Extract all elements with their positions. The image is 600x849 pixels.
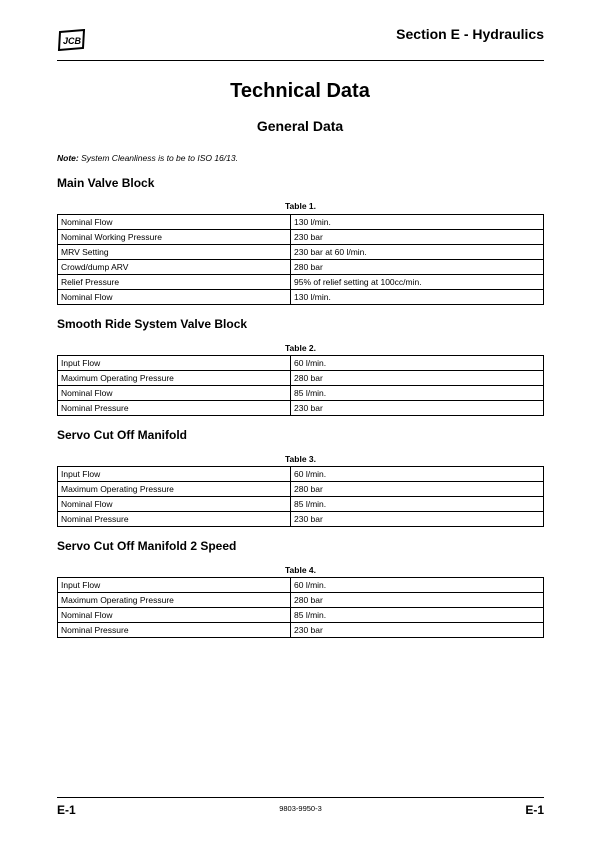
table-servo-cut-off-2-speed [57,577,544,638]
document-number: 9803-9950-3 [279,804,322,813]
param-value: 130 l/min. [291,290,544,305]
param-value: 280 bar [291,482,544,497]
table-row [58,386,544,401]
table-row [58,230,544,245]
table-row [58,608,544,623]
param-value: 85 l/min. [291,608,544,623]
table-row [58,401,544,416]
page-footer [57,797,544,822]
param-name: Nominal Flow [58,386,291,401]
param-value: 230 bar [291,623,544,638]
table-row [58,497,544,512]
table-row [58,623,544,638]
note-text: System Cleanliness is to be to ISO 16/13. [81,153,238,163]
table-row [58,215,544,230]
page-subtitle: General Data [256,118,344,134]
table-caption-2: Table 2. [284,343,317,353]
param-name: Maximum Operating Pressure [58,482,291,497]
table-row [58,371,544,386]
table-main-valve-block [57,214,544,305]
param-value: 230 bar [291,230,544,245]
page-title: Technical Data [230,80,370,102]
param-name: MRV Setting [58,245,291,260]
table-servo-cut-off [57,466,544,527]
table-row [58,290,544,305]
param-name: Nominal Flow [58,608,291,623]
param-name: Input Flow [58,356,291,371]
section-heading-servo-cut-off: Servo Cut Off Manifold [57,428,187,442]
page-number-left: E-1 [57,803,76,817]
param-name: Nominal Working Pressure [58,230,291,245]
param-name: Nominal Flow [58,290,291,305]
table-caption-4: Table 4. [284,565,317,575]
note [57,153,238,163]
param-name: Nominal Pressure [58,401,291,416]
param-name: Nominal Pressure [58,512,291,527]
param-value: 230 bar [291,512,544,527]
table-row [58,512,544,527]
table-caption-3: Table 3. [284,454,317,464]
param-value: 280 bar [291,260,544,275]
note-label: Note: [57,153,79,163]
section-heading-servo-cut-off-2-speed: Servo Cut Off Manifold 2 Speed [57,539,237,553]
table-row [58,275,544,290]
param-name: Maximum Operating Pressure [58,371,291,386]
section-title: Section E - Hydraulics [396,26,544,42]
param-value: 230 bar [291,401,544,416]
param-name: Input Flow [58,467,291,482]
table-caption-1: Table 1. [284,201,317,211]
table-row [58,578,544,593]
table-row [58,593,544,608]
param-value: 95% of relief setting at 100cc/min. [291,275,544,290]
param-name: Relief Pressure [58,275,291,290]
param-value: 60 l/min. [291,356,544,371]
section-heading-smooth-ride: Smooth Ride System Valve Block [57,317,248,331]
page-header [57,22,544,61]
param-name: Input Flow [58,578,291,593]
param-value: 85 l/min. [291,386,544,401]
table-row [58,467,544,482]
table-row [58,260,544,275]
param-value: 280 bar [291,371,544,386]
logo-text: JCB [62,36,82,46]
jcb-logo [57,29,87,51]
table-row [58,245,544,260]
param-value: 130 l/min. [291,215,544,230]
param-name: Nominal Flow [58,497,291,512]
page-number-right: E-1 [525,803,544,817]
param-value: 60 l/min. [291,467,544,482]
param-name: Nominal Flow [58,215,291,230]
section-heading-main-valve-block: Main Valve Block [57,176,155,190]
param-name: Nominal Pressure [58,623,291,638]
param-value: 60 l/min. [291,578,544,593]
table-row [58,482,544,497]
param-name: Maximum Operating Pressure [58,593,291,608]
param-name: Crowd/dump ARV [58,260,291,275]
param-value: 230 bar at 60 l/min. [291,245,544,260]
table-smooth-ride [57,355,544,416]
table-row [58,356,544,371]
param-value: 85 l/min. [291,497,544,512]
param-value: 280 bar [291,593,544,608]
